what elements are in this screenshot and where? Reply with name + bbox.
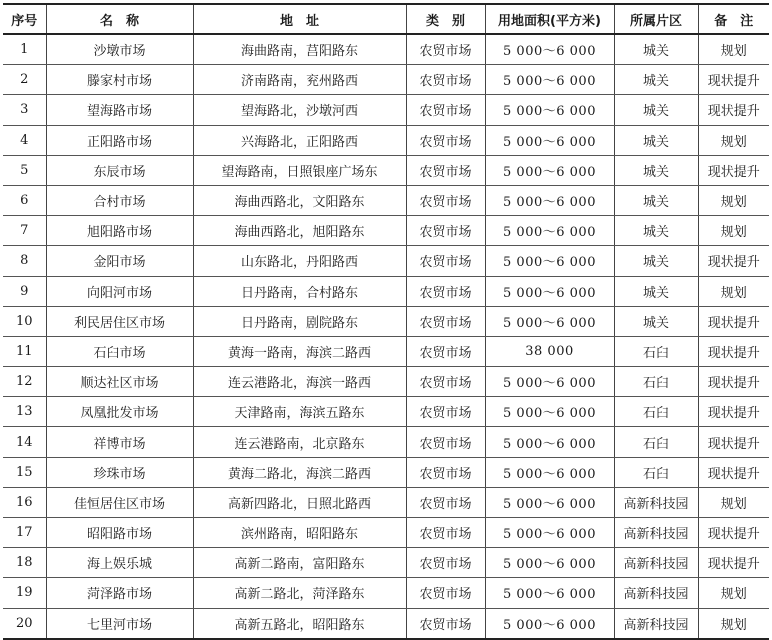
cell-no: 5: [3, 155, 46, 185]
cell-note: 规划: [698, 578, 769, 608]
cell-note: 规划: [698, 34, 769, 65]
cell-name: 凤凰批发市场: [46, 397, 193, 427]
cell-district: 石臼: [614, 397, 698, 427]
cell-area: 5 000～6 000: [485, 95, 614, 125]
cell-no: 14: [3, 427, 46, 457]
cell-name: 东辰市场: [46, 155, 193, 185]
cell-address: 日丹路南，合村路东: [193, 276, 406, 306]
cell-note: 现状提升: [698, 397, 769, 427]
table-row: [3, 246, 769, 276]
cell-area: 5 000～6 000: [485, 306, 614, 336]
cell-area: 5 000～6 000: [485, 367, 614, 397]
cell-area: 5 000～6 000: [485, 608, 614, 639]
cell-note: 规划: [698, 276, 769, 306]
cell-district: 城关: [614, 306, 698, 336]
cell-district: 城关: [614, 155, 698, 185]
cell-address: 济南路南，兖州路西: [193, 65, 406, 95]
cell-no: 3: [3, 95, 46, 125]
cell-address: 高新二路北，菏泽路东: [193, 578, 406, 608]
cell-district: 石臼: [614, 427, 698, 457]
cell-no: 11: [3, 336, 46, 366]
cell-district: 城关: [614, 34, 698, 65]
table-row: [3, 518, 769, 548]
cell-area: 5 000～6 000: [485, 578, 614, 608]
cell-address: 兴海路北，正阳路西: [193, 125, 406, 155]
cell-name: 向阳河市场: [46, 276, 193, 306]
cell-type: 农贸市场: [406, 125, 485, 155]
cell-type: 农贸市场: [406, 276, 485, 306]
cell-type: 农贸市场: [406, 367, 485, 397]
cell-note: 现状提升: [698, 518, 769, 548]
cell-name: 旭阳路市场: [46, 216, 193, 246]
cell-name: 海上娱乐城: [46, 548, 193, 578]
cell-address: 高新四路北，日照北路西: [193, 487, 406, 517]
cell-note: 现状提升: [698, 336, 769, 366]
table-row: [3, 95, 769, 125]
cell-name: 石臼市场: [46, 336, 193, 366]
table-row: [3, 65, 769, 95]
header-name: 名 称: [46, 4, 193, 34]
cell-name: 昭阳路市场: [46, 518, 193, 548]
cell-name: 祥博市场: [46, 427, 193, 457]
cell-area: 5 000～6 000: [485, 125, 614, 155]
cell-note: 规划: [698, 487, 769, 517]
cell-name: 正阳路市场: [46, 125, 193, 155]
cell-area: 5 000～6 000: [485, 65, 614, 95]
cell-type: 农贸市场: [406, 34, 485, 65]
cell-name: 望海路市场: [46, 95, 193, 125]
market-table-container: [3, 3, 769, 640]
cell-area: 5 000～6 000: [485, 427, 614, 457]
cell-area: 5 000～6 000: [485, 34, 614, 65]
cell-address: 日丹路南，剧院路东: [193, 306, 406, 336]
table-row: [3, 216, 769, 246]
table-row: [3, 125, 769, 155]
table-row: [3, 336, 769, 366]
cell-area: 38 000: [485, 336, 614, 366]
cell-area: 5 000～6 000: [485, 518, 614, 548]
cell-note: 规划: [698, 125, 769, 155]
cell-area: 5 000～6 000: [485, 216, 614, 246]
cell-district: 石臼: [614, 367, 698, 397]
cell-type: 农贸市场: [406, 155, 485, 185]
cell-type: 农贸市场: [406, 548, 485, 578]
table-row: [3, 367, 769, 397]
cell-district: 石臼: [614, 457, 698, 487]
cell-district: 城关: [614, 276, 698, 306]
cell-type: 农贸市场: [406, 306, 485, 336]
cell-type: 农贸市场: [406, 427, 485, 457]
cell-note: 现状提升: [698, 457, 769, 487]
cell-type: 农贸市场: [406, 185, 485, 215]
cell-area: 5 000～6 000: [485, 155, 614, 185]
cell-name: 顺达社区市场: [46, 367, 193, 397]
table-row: [3, 427, 769, 457]
cell-no: 10: [3, 306, 46, 336]
cell-district: 高新科技园: [614, 487, 698, 517]
cell-area: 5 000～6 000: [485, 276, 614, 306]
header-row: [3, 4, 769, 34]
cell-note: 现状提升: [698, 155, 769, 185]
cell-no: 20: [3, 608, 46, 639]
cell-type: 农贸市场: [406, 336, 485, 366]
table-row: [3, 487, 769, 517]
cell-no: 13: [3, 397, 46, 427]
cell-note: 现状提升: [698, 65, 769, 95]
cell-address: 连云港路北，海滨一路西: [193, 367, 406, 397]
cell-address: 滨州路南，昭阳路东: [193, 518, 406, 548]
cell-area: 5 000～6 000: [485, 487, 614, 517]
market-table: [3, 3, 769, 640]
table-row: [3, 306, 769, 336]
cell-type: 农贸市场: [406, 578, 485, 608]
cell-type: 农贸市场: [406, 397, 485, 427]
cell-note: 现状提升: [698, 306, 769, 336]
cell-area: 5 000～6 000: [485, 246, 614, 276]
cell-district: 城关: [614, 95, 698, 125]
cell-no: 1: [3, 34, 46, 65]
cell-district: 石臼: [614, 336, 698, 366]
cell-type: 农贸市场: [406, 216, 485, 246]
cell-type: 农贸市场: [406, 608, 485, 639]
cell-name: 沙墩市场: [46, 34, 193, 65]
cell-no: 18: [3, 548, 46, 578]
table-row: [3, 548, 769, 578]
table-row: [3, 276, 769, 306]
cell-area: 5 000～6 000: [485, 457, 614, 487]
cell-no: 15: [3, 457, 46, 487]
cell-name: 合村市场: [46, 185, 193, 215]
cell-no: 9: [3, 276, 46, 306]
cell-name: 珍珠市场: [46, 457, 193, 487]
cell-address: 山东路北，丹阳路西: [193, 246, 406, 276]
table-row: [3, 578, 769, 608]
cell-address: 望海路北，沙墩河西: [193, 95, 406, 125]
cell-note: 规划: [698, 216, 769, 246]
cell-area: 5 000～6 000: [485, 548, 614, 578]
cell-district: 城关: [614, 125, 698, 155]
cell-no: 8: [3, 246, 46, 276]
table-row: [3, 155, 769, 185]
cell-address: 望海路南，日照银座广场东: [193, 155, 406, 185]
cell-name: 金阳市场: [46, 246, 193, 276]
cell-area: 5 000～6 000: [485, 185, 614, 215]
header-note: 备 注: [698, 4, 769, 34]
cell-no: 2: [3, 65, 46, 95]
cell-address: 海曲西路北，旭阳路东: [193, 216, 406, 246]
cell-district: 城关: [614, 246, 698, 276]
cell-address: 黄海一路南，海滨二路西: [193, 336, 406, 366]
cell-address: 海曲路南，莒阳路东: [193, 34, 406, 65]
table-row: [3, 185, 769, 215]
header-district: 所属片区: [614, 4, 698, 34]
table-row: [3, 608, 769, 639]
cell-district: 城关: [614, 185, 698, 215]
cell-type: 农贸市场: [406, 65, 485, 95]
header-address: 地 址: [193, 4, 406, 34]
table-row: [3, 397, 769, 427]
table-row: [3, 457, 769, 487]
cell-type: 农贸市场: [406, 246, 485, 276]
cell-address: 天津路南，海滨五路东: [193, 397, 406, 427]
cell-no: 7: [3, 216, 46, 246]
cell-district: 高新科技园: [614, 578, 698, 608]
cell-type: 农贸市场: [406, 457, 485, 487]
cell-name: 七里河市场: [46, 608, 193, 639]
cell-note: 规划: [698, 185, 769, 215]
cell-address: 高新二路南，富阳路东: [193, 548, 406, 578]
cell-no: 16: [3, 487, 46, 517]
cell-note: 现状提升: [698, 367, 769, 397]
cell-address: 高新五路北，昭阳路东: [193, 608, 406, 639]
cell-note: 现状提升: [698, 246, 769, 276]
cell-address: 海曲西路北，文阳路东: [193, 185, 406, 215]
cell-name: 利民居住区市场: [46, 306, 193, 336]
cell-name: 佳恒居住区市场: [46, 487, 193, 517]
cell-no: 12: [3, 367, 46, 397]
cell-no: 6: [3, 185, 46, 215]
cell-district: 高新科技园: [614, 518, 698, 548]
cell-no: 17: [3, 518, 46, 548]
cell-note: 现状提升: [698, 427, 769, 457]
cell-name: 滕家村市场: [46, 65, 193, 95]
cell-area: 5 000～6 000: [485, 397, 614, 427]
header-no: 序号: [3, 4, 46, 34]
cell-name: 菏泽路市场: [46, 578, 193, 608]
cell-district: 高新科技园: [614, 608, 698, 639]
header-type: 类 别: [406, 4, 485, 34]
cell-address: 黄海二路北，海滨二路西: [193, 457, 406, 487]
cell-type: 农贸市场: [406, 95, 485, 125]
cell-type: 农贸市场: [406, 518, 485, 548]
cell-district: 城关: [614, 216, 698, 246]
cell-type: 农贸市场: [406, 487, 485, 517]
cell-no: 4: [3, 125, 46, 155]
cell-district: 高新科技园: [614, 548, 698, 578]
cell-note: 现状提升: [698, 548, 769, 578]
cell-note: 现状提升: [698, 95, 769, 125]
header-area: 用地面积(平方米): [485, 4, 614, 34]
cell-note: 规划: [698, 608, 769, 639]
cell-no: 19: [3, 578, 46, 608]
cell-district: 城关: [614, 65, 698, 95]
cell-address: 连云港路南，北京路东: [193, 427, 406, 457]
table-row: [3, 34, 769, 65]
